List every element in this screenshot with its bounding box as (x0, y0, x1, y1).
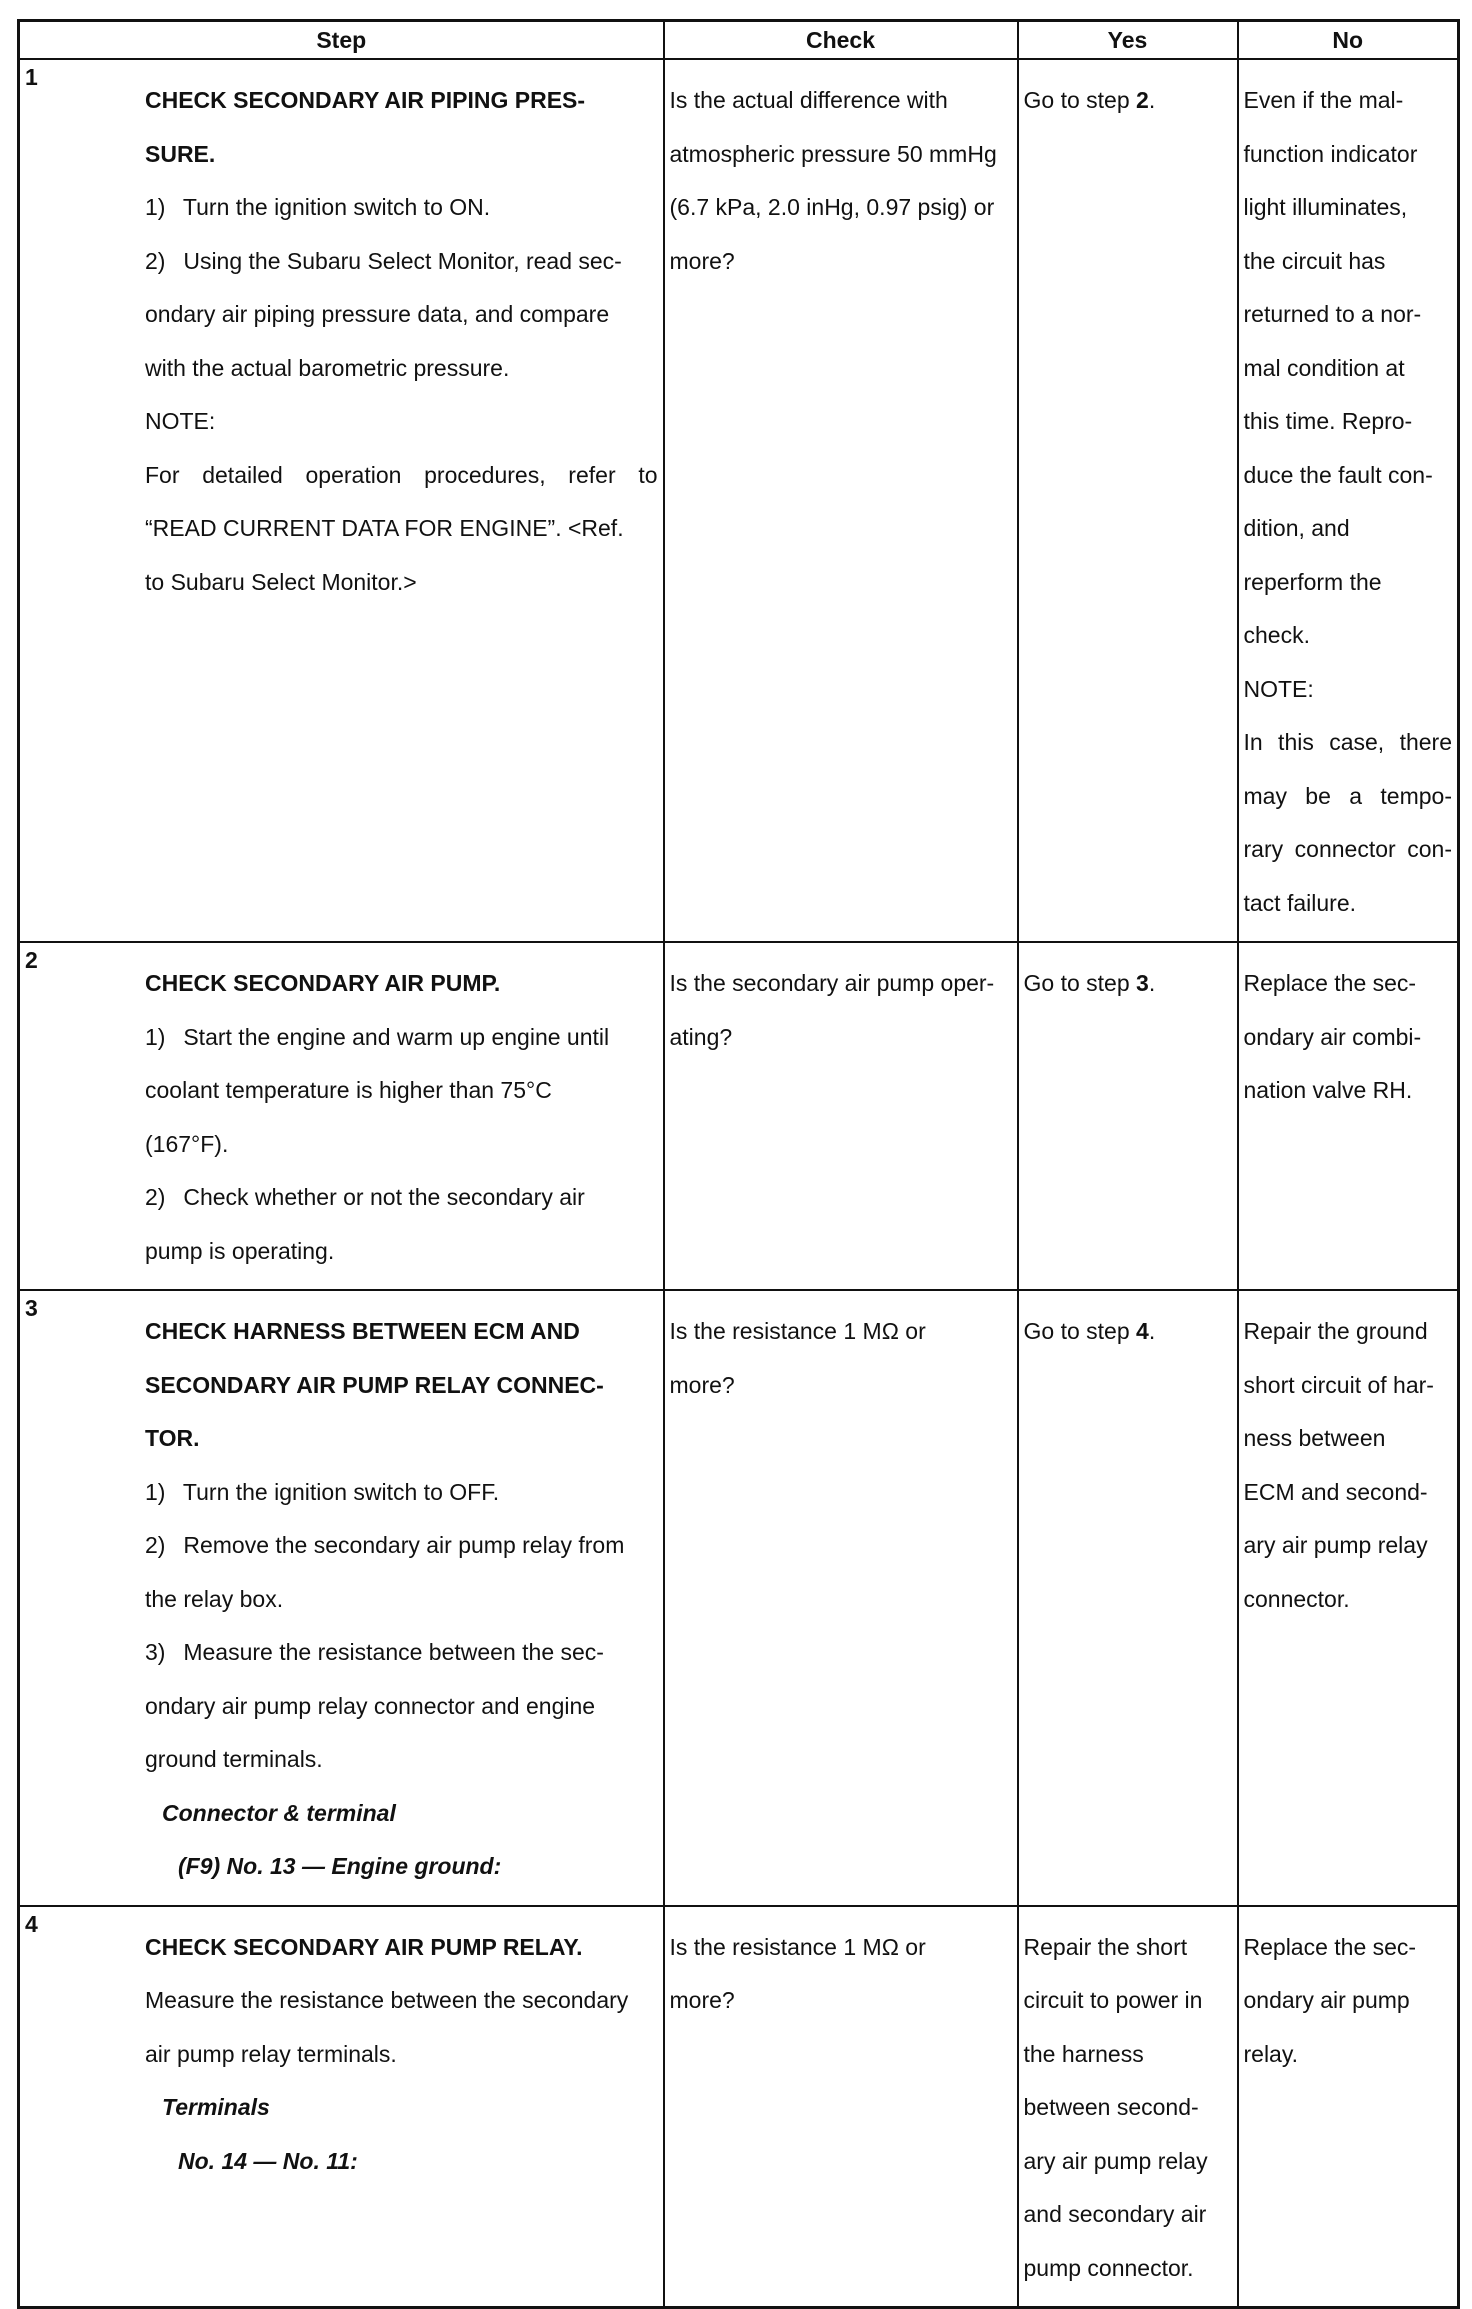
yes-text: pump connector. (1023, 2254, 1194, 2281)
table-row (19, 942, 1459, 1290)
check-text: Is the resistance 1 MΩ or (669, 1318, 926, 1344)
yes-suffix: . (1148, 1318, 1156, 1344)
yes-cell (1018, 942, 1238, 1290)
step-text: 2) Remove the secondary air pump relay from (145, 1532, 625, 1558)
no-text: returned to a nor- (1243, 301, 1422, 327)
step-text: with the actual barometric pressure. (145, 354, 510, 381)
yes-text: the harness (1023, 2040, 1144, 2067)
note-text: rary connector con- (1243, 836, 1452, 862)
no-cell (1238, 59, 1459, 942)
table-row (19, 1906, 1459, 2308)
step-text: ondary air pump relay connector and engine (145, 1692, 596, 1719)
step-title: CHECK SECONDARY AIR PIPING PRES- (145, 87, 586, 113)
no-text: ondary air combi- (1243, 1023, 1422, 1050)
step-title: TOR. (145, 1425, 200, 1451)
step-text: air pump relay terminals. (145, 2040, 397, 2067)
no-text: ondary air pump (1243, 1987, 1410, 2013)
step-text: ondary air piping pressure data, and compare (145, 301, 610, 327)
check-text: Is the resistance 1 MΩ or (669, 1933, 926, 1960)
step-text: 2) Using the Subaru Select Monitor, read sec- (145, 247, 622, 274)
check-text: (6.7 kPa, 2.0 inHg, 0.97 psig) or (669, 194, 995, 220)
no-text: ness between (1243, 1425, 1386, 1451)
check-cell (664, 942, 1018, 1290)
check-text: more? (669, 1987, 735, 2013)
check-text: Is the actual difference with (669, 87, 948, 113)
no-text: dition, and (1243, 515, 1350, 541)
check-text: more? (669, 247, 735, 274)
spec-value: (F9) No. 13 — Engine ground: (178, 1853, 502, 1879)
spec-value: No. 14 — No. 11: (178, 2147, 358, 2174)
note-text: In this case, there (1243, 729, 1452, 755)
no-text: light illuminates, (1243, 194, 1408, 220)
header-step: Step (19, 21, 664, 60)
step-title: CHECK HARNESS BETWEEN ECM AND (145, 1318, 580, 1344)
no-text: nation valve RH. (1243, 1077, 1413, 1103)
spec-label: Terminals (162, 2094, 270, 2120)
table-row (19, 1290, 1459, 1906)
step-text: Measure the resistance between the secondary (145, 1987, 629, 2013)
step-text: 1) Start the engine and warm up engine until (145, 1023, 610, 1050)
yes-step-number: 2 (1136, 87, 1149, 113)
yes-cell (1018, 59, 1238, 942)
no-text: mal condition at (1243, 354, 1405, 381)
no-text: reperform the (1243, 568, 1382, 595)
step-text: ground terminals. (145, 1746, 323, 1772)
note-label: NOTE: (1243, 675, 1314, 702)
step-cell (19, 1906, 664, 2308)
note-text: tact failure. (1243, 889, 1356, 916)
check-text: more? (669, 1371, 735, 1398)
yes-step-number: 3 (1136, 970, 1149, 996)
step-title: CHECK SECONDARY AIR PUMP. (145, 970, 501, 996)
check-cell (664, 1906, 1018, 2308)
header-check: Check (664, 21, 1018, 60)
check-text: ating? (669, 1023, 733, 1050)
no-cell (1238, 1906, 1459, 2308)
step-text: (167°F). (145, 1130, 229, 1157)
yes-cell (1018, 1290, 1238, 1906)
step-text: 1) Turn the ignition switch to ON. (145, 194, 491, 220)
no-cell (1238, 942, 1459, 1290)
yes-text: between second- (1023, 2094, 1199, 2120)
step-text: 1) Turn the ignition switch to OFF. (145, 1478, 500, 1505)
no-text: Replace the sec- (1243, 970, 1417, 996)
yes-text: Go to step (1023, 1318, 1137, 1344)
note-label: NOTE: (145, 408, 216, 434)
step-title: SECONDARY AIR PUMP RELAY CONNEC- (145, 1371, 604, 1398)
step-text: 3) Measure the resistance between the sec- (145, 1639, 604, 1665)
yes-cell (1018, 1906, 1238, 2308)
check-cell (664, 1290, 1018, 1906)
no-cell (1238, 1290, 1459, 1906)
no-text: this time. Repro- (1243, 408, 1413, 434)
note-text: “READ CURRENT DATA FOR ENGINE”. <Ref. (145, 515, 624, 541)
table-row (19, 59, 1459, 942)
spec-label: Connector & terminal (162, 1799, 396, 1826)
yes-text: circuit to power in (1023, 1987, 1203, 2013)
no-text: Repair the ground (1243, 1318, 1428, 1344)
no-text: ary air pump relay (1243, 1532, 1428, 1558)
step-number: 3 (25, 1295, 38, 1321)
no-text: duce the fault con- (1243, 461, 1433, 488)
header-yes: Yes (1018, 21, 1238, 60)
step-number: 1 (25, 64, 38, 90)
yes-text: and secondary air (1023, 2201, 1207, 2227)
yes-text: ary air pump relay (1023, 2147, 1208, 2174)
yes-text: Go to step (1023, 970, 1137, 996)
no-text: connector. (1243, 1585, 1350, 1612)
yes-text: Repair the short (1023, 1933, 1188, 1960)
no-text: relay. (1243, 2040, 1299, 2067)
step-text: the relay box. (145, 1585, 284, 1612)
step-cell (19, 59, 664, 942)
step-number: 4 (25, 1910, 38, 1937)
step-text: 2) Check whether or not the secondary air (145, 1184, 585, 1210)
no-text: short circuit of har- (1243, 1371, 1434, 1398)
yes-text: Go to step (1023, 87, 1137, 113)
diagnostic-table (17, 19, 1460, 2309)
note-text: to Subaru Select Monitor.> (145, 568, 417, 595)
step-text: pump is operating. (145, 1237, 335, 1264)
header-no: No (1238, 21, 1459, 60)
check-text: Is the secondary air pump oper- (669, 970, 995, 996)
no-text: the circuit has (1243, 247, 1386, 274)
check-text: atmospheric pressure 50 mmHg (669, 140, 997, 167)
note-text: may be a tempo- (1243, 782, 1452, 809)
no-text: Even if the mal- (1243, 87, 1404, 113)
step-number: 2 (25, 947, 38, 973)
check-cell (664, 59, 1018, 942)
yes-step-number: 4 (1136, 1318, 1149, 1344)
no-text: check. (1243, 622, 1310, 648)
no-text: function indicator (1243, 140, 1418, 167)
yes-suffix: . (1148, 970, 1156, 996)
header-row (19, 21, 1459, 60)
step-text: coolant temperature is higher than 75°C (145, 1077, 552, 1103)
step-title: SURE. (145, 140, 216, 167)
no-text: Replace the sec- (1243, 1933, 1417, 1960)
note-text: For detailed operation procedures, refer to (145, 461, 658, 488)
step-cell (19, 942, 664, 1290)
step-title: CHECK SECONDARY AIR PUMP RELAY. (145, 1933, 583, 1960)
no-text: ECM and second- (1243, 1478, 1428, 1505)
yes-suffix: . (1148, 87, 1156, 113)
step-cell (19, 1290, 664, 1906)
